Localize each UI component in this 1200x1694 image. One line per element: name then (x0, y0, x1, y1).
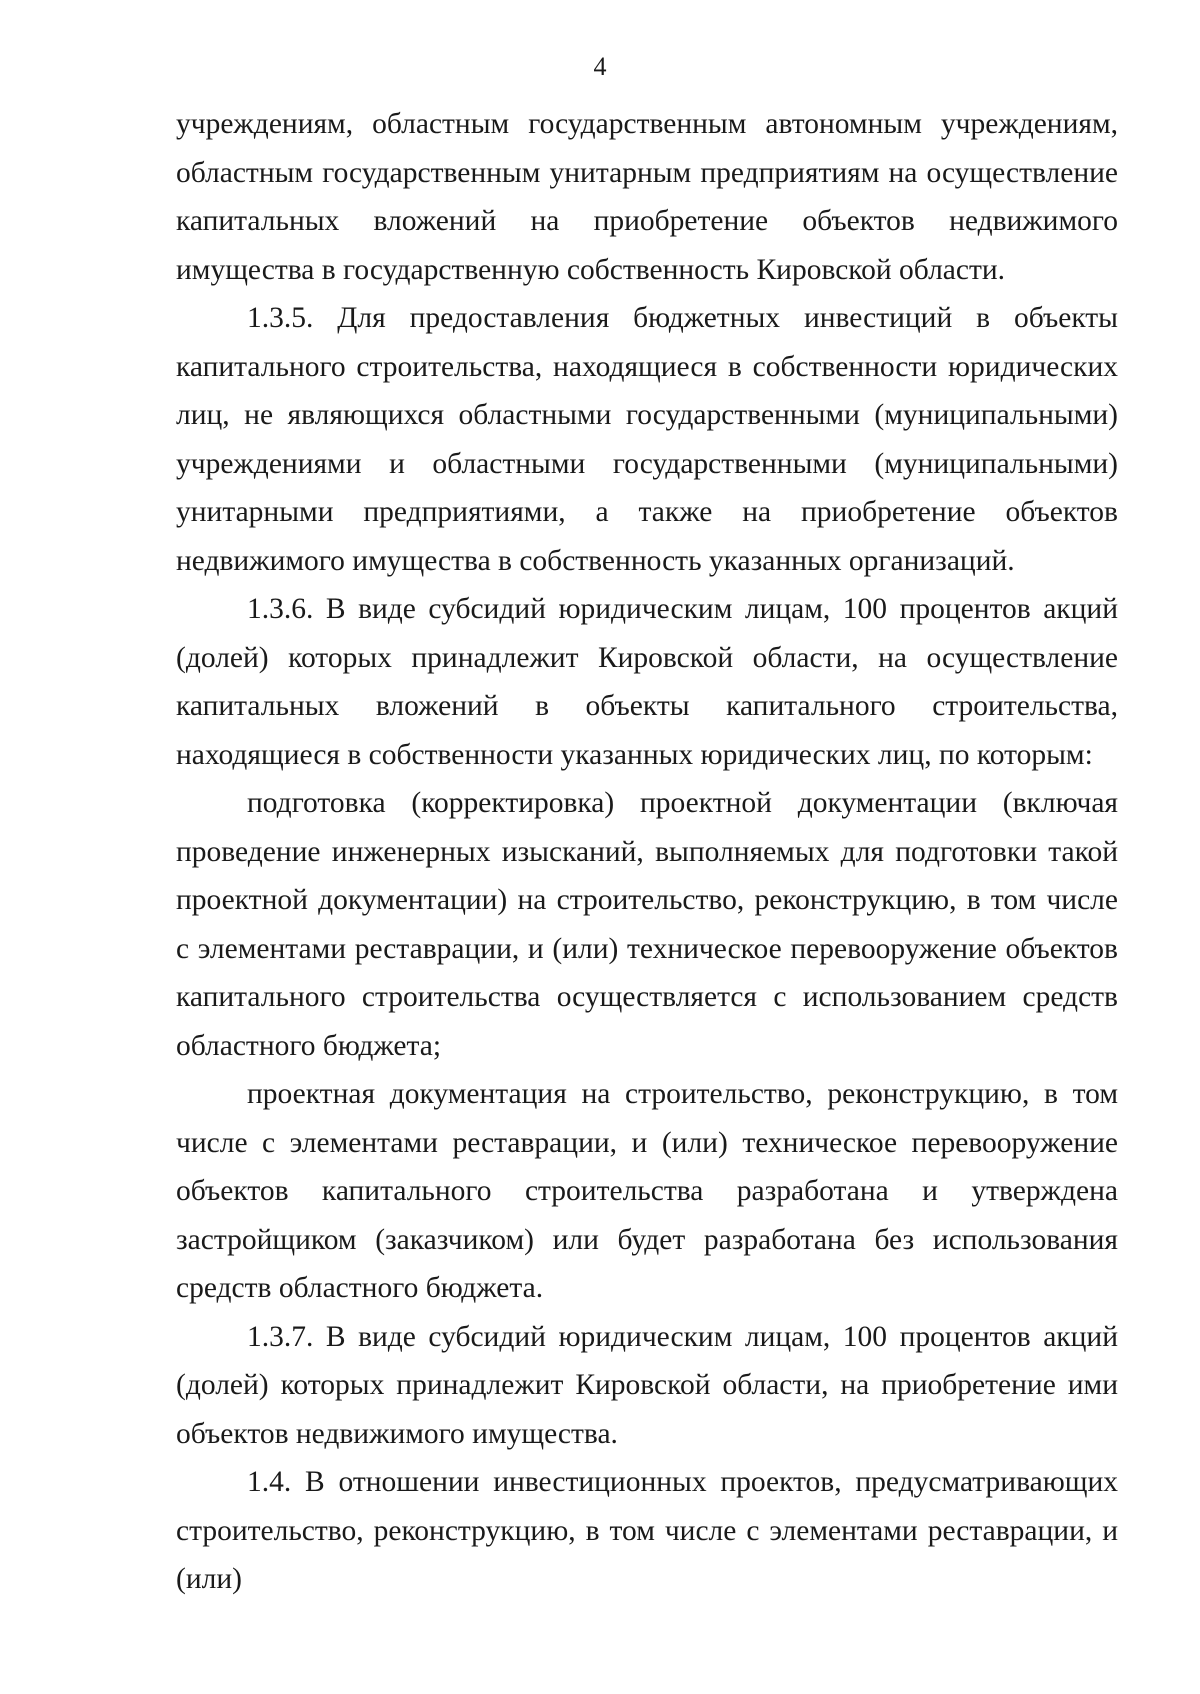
paragraph-1-3-6: 1.3.6. В виде субсидий юридическим лицам, 100 процентов акций (долей) которых принадлежит Кировской области, на осуществление капитальных вложений в объекты капитального строительства, находящиеся в собственности указанных юридических лиц, по которым: (176, 593, 1118, 771)
paragraph-1-3-7: 1.3.7. В виде субсидий юридическим лицам, 100 процентов акций (долей) которых принадлежит Кировской области, на приобретение ими объектов недвижимого имущества. (176, 1320, 1118, 1450)
paragraph-continuation: учреждениям, областным государственным автономным учреждениям, областным государственным унитарным предприятиям на осуществление капитальных вложений на приобретение объектов недвижимого имущества в государственную собственность Кировской области. (176, 108, 1118, 286)
page-number: 4 (593, 52, 607, 81)
document-body (176, 100, 1118, 1604)
paragraph-1-3-5: 1.3.5. Для предоставления бюджетных инвестиций в объекты капитального строительства, находящиеся в собственности юридических лиц, не являющихся областными государственными (муниципальными) учреждениями и областными государственными (муниципальными) унитарными предприятиями, а также на приобретение объектов недвижимого имущества в собственность указанных организаций. (176, 302, 1118, 577)
paragraph-1-3-6-item-2: проектная документация на строительство, реконструкцию, в том числе с элементами реставрации, и (или) техническое перевооружение объектов капитального строительства разработана и утверждена застройщиком (заказчиком) или будет разработана без использования средств областного бюджета. (176, 1078, 1118, 1304)
paragraph-1-3-6-item-1: подготовка (корректировка) проектной документации (включая проведение инженерных изысканий, выполняемых для подготовки такой проектной документации) на строительство, реконструкцию, в том числе с элементами реставрации, и (или) техническое перевооружение объектов капитального строительства осуществляется с использованием средств областного бюджета; (176, 787, 1118, 1062)
paragraph-1-4: 1.4. В отношении инвестиционных проектов, предусматривающих строительство, реконструкцию, в том числе с элементами реставрации, и (или) (176, 1466, 1118, 1595)
